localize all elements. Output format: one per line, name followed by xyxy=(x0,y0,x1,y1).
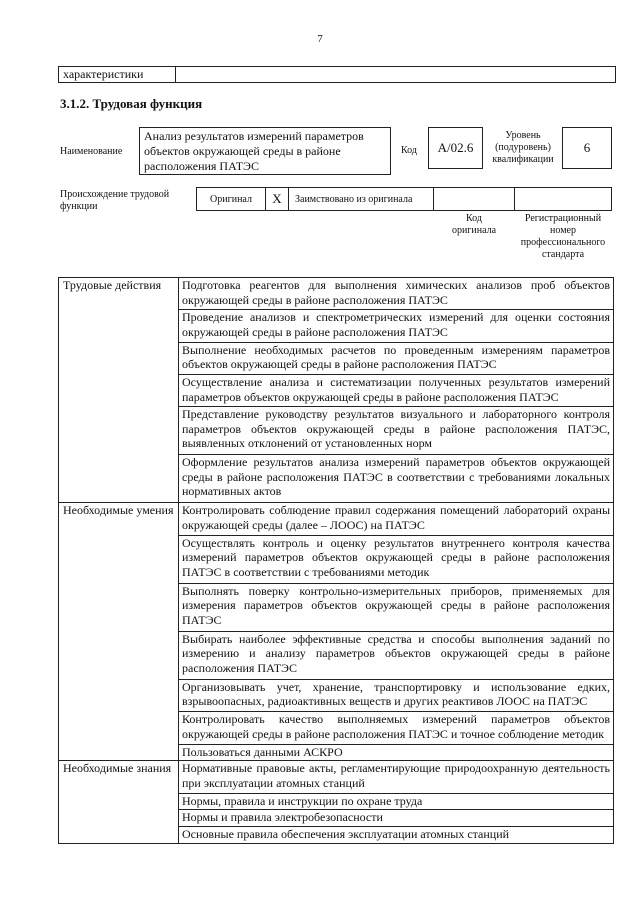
origin-row xyxy=(196,187,612,211)
original-mark-cell xyxy=(265,187,289,211)
registration-number-cell xyxy=(514,187,612,211)
skill-item: Контролировать соблюдение правил содержания помещений лабораторий охраны окружающей среды (далее – ЛООС) на ПАТЭС xyxy=(179,503,614,535)
knowledge-item: Нормы и правила электробезопасности xyxy=(179,810,614,827)
skill-item: Контролировать качество выполняемых измерений параметров объектов окружающей среды в районе расположения ПАТЭС и точное соблюдение методик xyxy=(179,712,614,744)
registration-caption-line-1: Регистрационный xyxy=(524,213,602,224)
labor-action-item: Представление руководству результатов визуального и лабораторного контроля параметров объектов окружающей среды в районе расположения ПАТЭС, выявленных отклонений от установленных норм xyxy=(179,407,614,455)
level-label-line-3: квалификации xyxy=(492,154,554,165)
original-cell xyxy=(196,187,266,211)
labor-action-item: Проведение анализов и спектрометрических измерений для оценки состояния окружающей среды в районе расположения ПАТЭС xyxy=(179,310,614,342)
origin-label xyxy=(60,189,169,213)
origin-label-line-1: Происхождение трудовой xyxy=(60,189,170,200)
skill-item: Выполнять поверку контрольно-измерительных приборов, применяемых для измерения параметров объектов окружающей среды в районе расположения ПАТЭС xyxy=(179,583,614,631)
section-title-required-skills: Необходимые умения xyxy=(59,503,179,761)
section-title-required-knowledge: Необходимые знания xyxy=(59,761,179,844)
level-label-line-1: Уровень xyxy=(505,130,541,141)
table-row xyxy=(59,761,614,793)
section-title: 3.1.2. Трудовая функция xyxy=(60,96,203,111)
original-code-caption-line-2: оригинала xyxy=(451,225,497,236)
original-code-caption-line-1: Код xyxy=(466,213,482,224)
labor-action-item: Оформление результатов анализа измерений параметров объектов окружающей среды в районе расположения ПАТЭС в соответствии с требованиями локальных нормативных актов xyxy=(179,455,614,503)
labor-action-item: Осуществление анализа и систематизации полученных результатов измерений параметров объектов окружающей среды в районе расположения ПАТЭС xyxy=(179,375,614,407)
original-code-caption xyxy=(433,213,515,237)
registration-number-caption xyxy=(514,213,612,261)
table-row xyxy=(59,278,614,310)
registration-caption-line-3: профессионального xyxy=(520,237,606,248)
previous-table-row xyxy=(58,66,616,83)
level-label-line-2: (подуровень) xyxy=(495,142,551,153)
name-label: Наименование xyxy=(60,146,123,157)
labor-action-item: Выполнение необходимых расчетов по проведенным измерениям параметров объектов окружающей среды в районе расположения ПАТЭС xyxy=(179,342,614,374)
original-mark: X xyxy=(272,191,282,206)
knowledge-item: Основные правила обеспечения эксплуатации атомных станций xyxy=(179,827,614,844)
qualification-level-value: 6 xyxy=(562,127,612,169)
borrowed-label: Заимствовано из оригинала xyxy=(295,193,413,205)
skill-item: Организовывать учет, хранение, транспортировку и использование едких, взрывоопасных, радиоактивных веществ и других реактивов ЛООС на ПАТЭС xyxy=(179,679,614,711)
registration-caption-line-2: номер xyxy=(550,225,576,236)
table-row xyxy=(59,503,614,535)
column-divider xyxy=(175,67,176,82)
labor-action-item: Подготовка реагентов для выполнения химических анализов проб объектов окружающей среды в районе расположения ПАТЭС xyxy=(179,278,614,310)
function-name-value: Анализ результатов измерений параметров объектов окружающей среды в районе расположения ПАТЭС xyxy=(139,127,391,175)
function-code-value: A/02.6 xyxy=(428,127,483,169)
knowledge-item: Нормативные правовые акты, регламентирующие природоохранную деятельность при эксплуатации атомных станций xyxy=(179,761,614,793)
requirements-table xyxy=(58,277,614,844)
skill-item: Осуществлять контроль и оценку результатов внутреннего контроля качества измерений параметров объектов окружающей среды в районе расположения ПАТЭС в соответствии с требованиями методик xyxy=(179,535,614,583)
knowledge-item: Нормы, правила и инструкции по охране труда xyxy=(179,793,614,810)
registration-caption-line-4: стандарта xyxy=(541,249,585,260)
code-label: Код xyxy=(401,145,417,156)
original-label: Оригинал xyxy=(210,193,252,205)
skill-item: Выбирать наиболее эффективные средства и способы выполнения заданий по измерению и анализу параметров объектов окружающей среды в районе расположения ПАТЭС xyxy=(179,631,614,679)
origin-label-line-2: функции xyxy=(60,201,98,212)
original-code-cell xyxy=(433,187,515,211)
level-label xyxy=(488,130,558,166)
borrowed-cell xyxy=(288,187,434,211)
page-number: 7 xyxy=(317,33,323,45)
skill-item: Пользоваться данными АСКРО xyxy=(179,744,614,761)
previous-row-label: характеристики xyxy=(63,67,144,81)
section-title-labor-actions: Трудовые действия xyxy=(59,278,179,503)
